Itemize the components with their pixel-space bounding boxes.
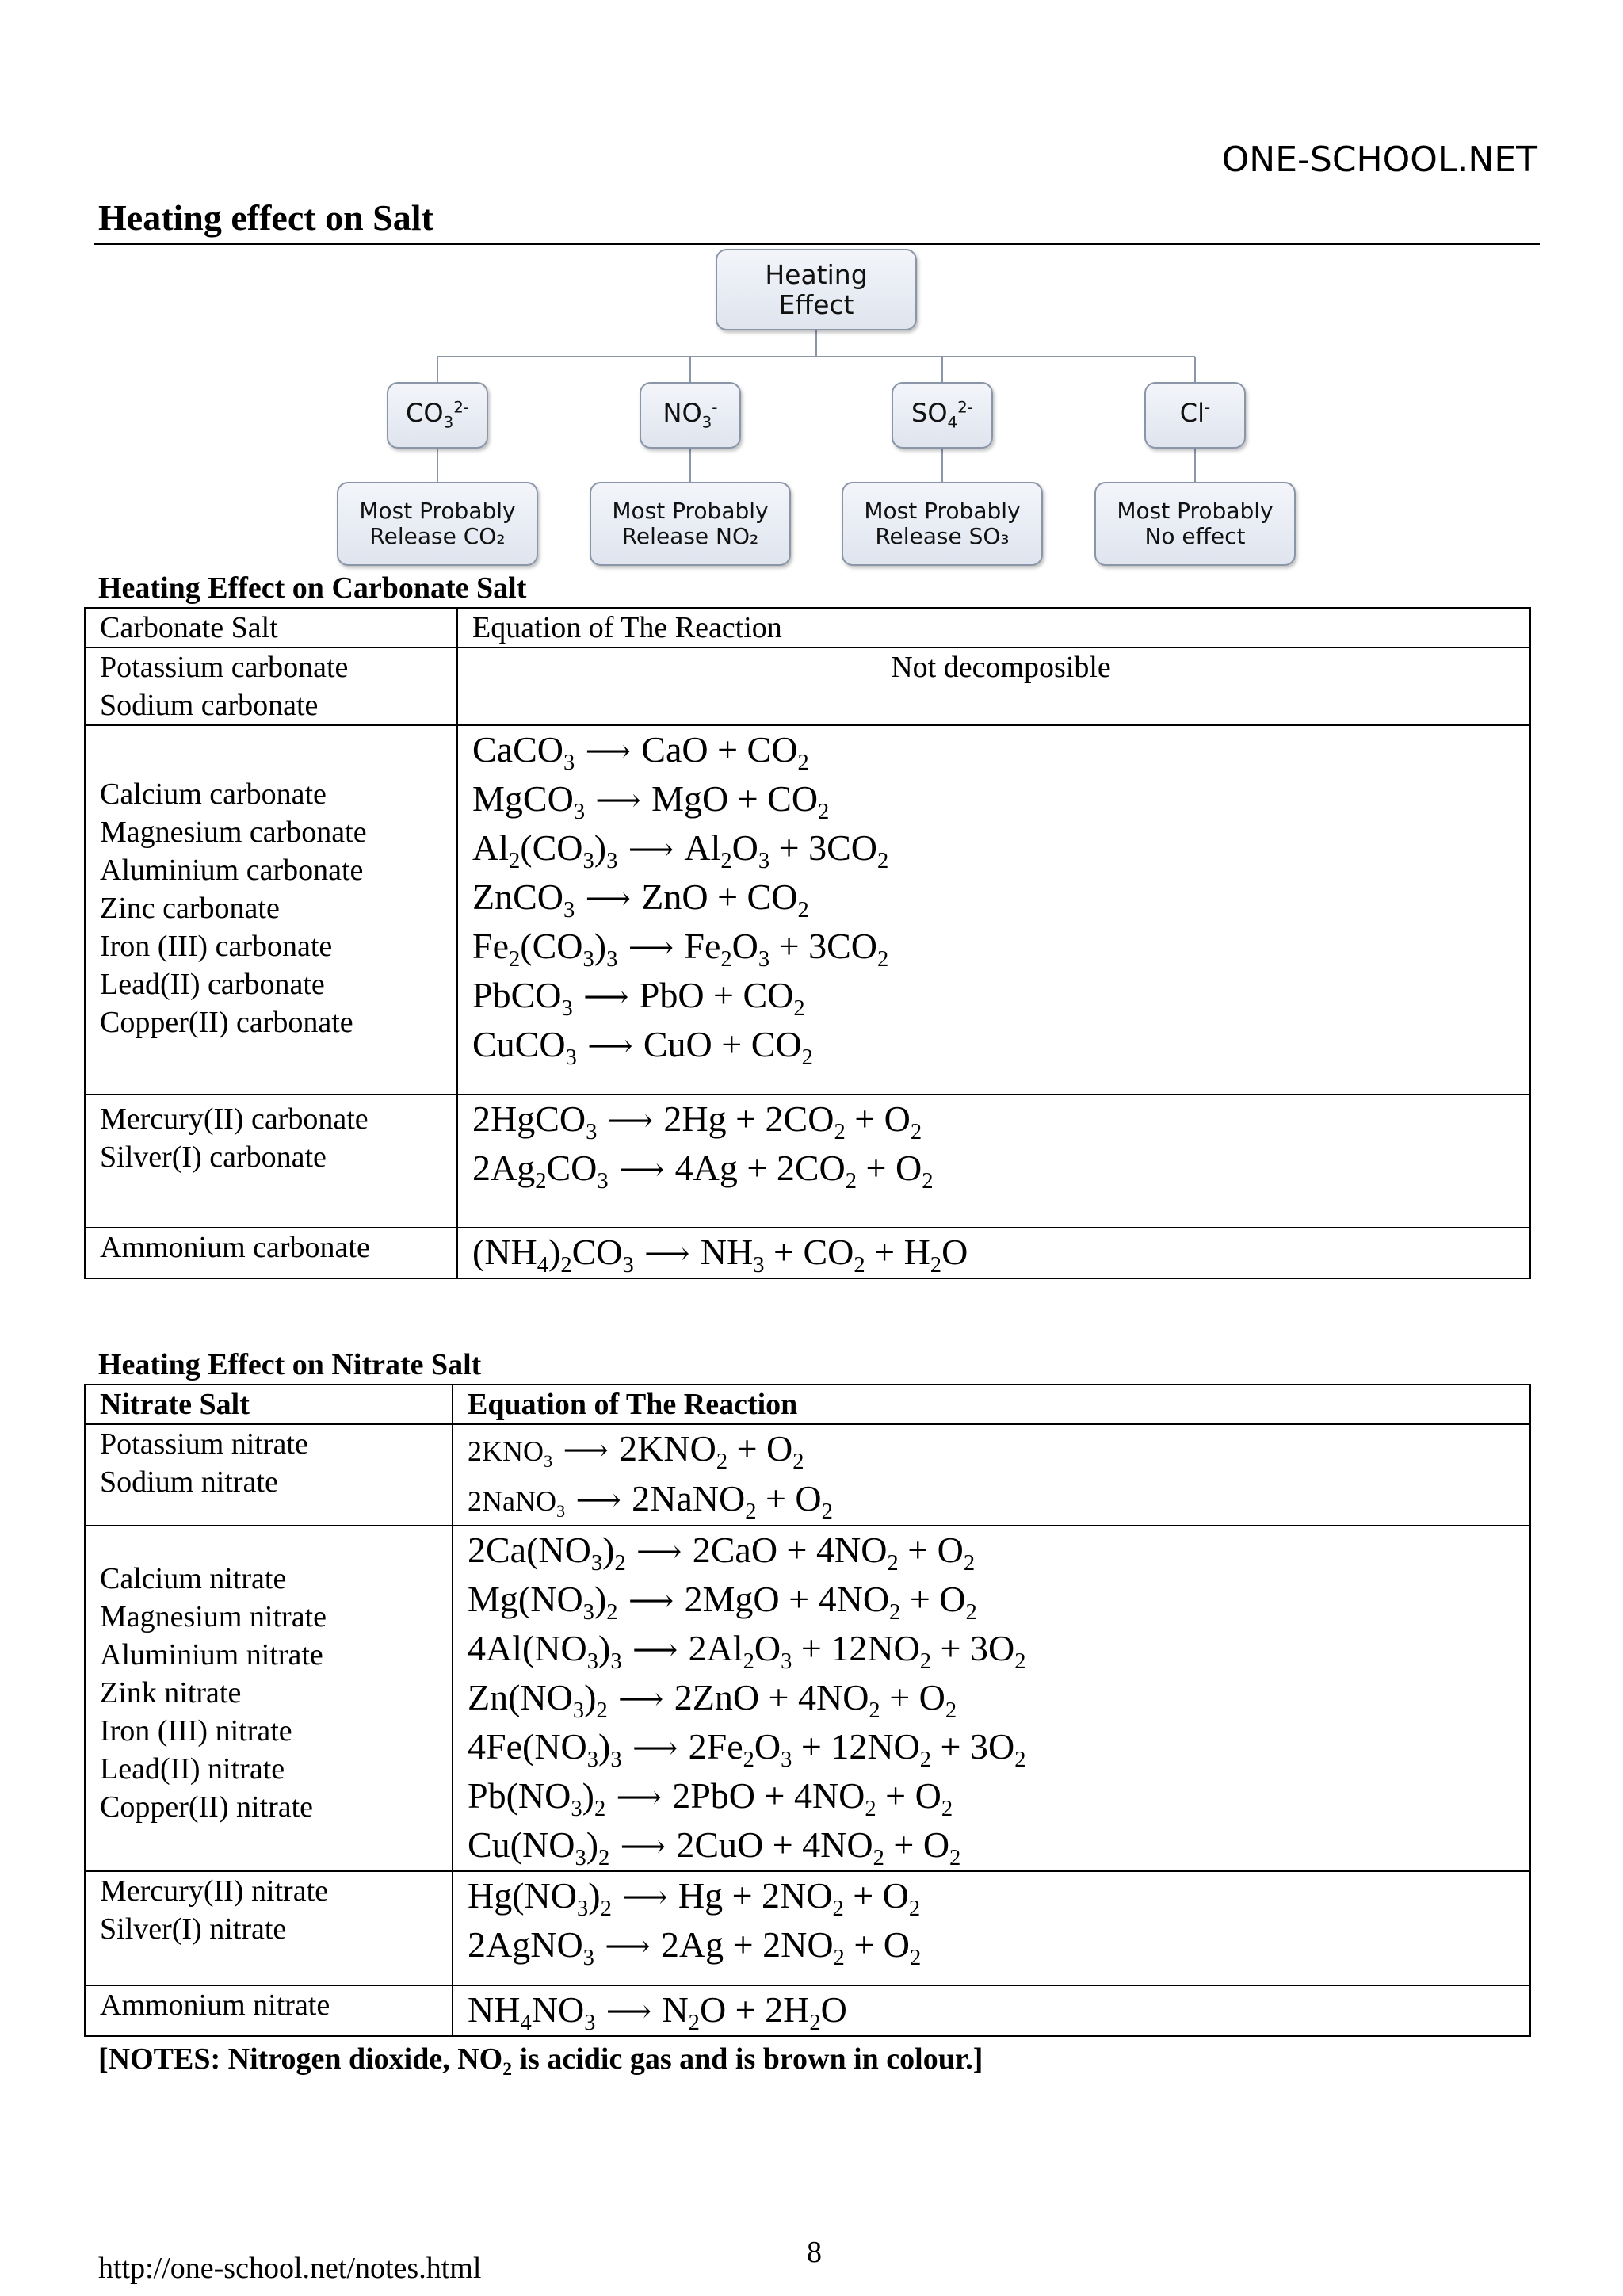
reaction-equation (472, 726, 1529, 775)
products: $N_2O + 2H_2O$ (662, 1989, 847, 2035)
nitrate-row (85, 1526, 1530, 1871)
products: PbO + $CO_2$ (639, 975, 805, 1021)
carbonate-equations-cell (457, 1095, 1530, 1228)
nitrate-equations-cell (453, 1985, 1530, 2036)
products: 2NaNO$_2$ + $O_2$ (632, 1478, 833, 1524)
products: ZnO + $CO_2$ (641, 877, 809, 923)
carbonate-row (85, 1095, 1530, 1228)
carbonate-equations-cell (457, 725, 1530, 1095)
carbonate-row (85, 648, 1530, 725)
reaction-equation (468, 1723, 1529, 1772)
reaction-arrow-icon: ⟶ (583, 979, 629, 1014)
reactant: $Cu(NO_3)_2$ (468, 1824, 610, 1870)
reaction-equation (472, 1095, 1529, 1144)
reaction-arrow-icon: ⟶ (575, 1482, 621, 1518)
salt-name: Copper(II) carbonate (100, 1006, 353, 1039)
nitrate-col-salt-header: Nitrate Salt (85, 1385, 453, 1424)
reactant: $2Ca(NO_3)_2$ (468, 1530, 626, 1576)
reaction-arrow-icon: ⟶ (636, 1534, 682, 1569)
result-line-2: Release NO₂ (621, 523, 759, 549)
result-line-1: Most Probably (612, 497, 769, 524)
reaction-equation (468, 1674, 1529, 1723)
reactant: CuCO$_3$ (472, 1024, 577, 1070)
result-node-carbonate (337, 482, 538, 566)
reaction-equation (472, 923, 1529, 972)
products: $NH_3 + CO_2 + H_2O$ (700, 1232, 968, 1278)
reactant: $Hg(NO_3)_2$ (468, 1875, 612, 1921)
reaction-arrow-icon: ⟶ (628, 831, 674, 867)
reaction-equation (468, 1526, 1529, 1576)
reactant: CaCO$_3$ (472, 729, 575, 775)
reaction-arrow-icon: ⟶ (585, 881, 631, 916)
products: $2MgO + 4NO_2 + O_2$ (684, 1579, 977, 1625)
reaction-arrow-icon: ⟶ (605, 1993, 652, 2029)
salt-name: Mercury(II) carbonate (100, 1102, 369, 1136)
reaction-arrow-icon: ⟶ (563, 1432, 609, 1468)
reaction-equation (472, 775, 1529, 824)
reactant: $NH_4NO_3$ (468, 1989, 596, 2035)
salt-name: Zink nitrate (100, 1676, 242, 1710)
reaction-arrow-icon: ⟶ (607, 1102, 654, 1138)
nitrate-salts-cell (85, 1424, 453, 1526)
result-line-2: Release SO₃ (875, 523, 1010, 549)
salt-name: Sodium carbonate (100, 689, 319, 722)
reaction-equation (468, 1475, 1529, 1525)
reactant: $Al_2(CO_3)_3$ (472, 827, 618, 873)
root-line-1: Heating (765, 258, 868, 290)
nitrate-salts-cell (85, 1871, 453, 1985)
nitrate-equations-cell (453, 1424, 1530, 1526)
salt-name: Ammonium nitrate (100, 1988, 330, 2022)
reaction-equation (468, 1625, 1529, 1674)
result-node-sulphate (842, 482, 1043, 566)
salt-name: Lead(II) carbonate (100, 968, 325, 1001)
result-node-nitrate (590, 482, 791, 566)
reaction-arrow-icon: ⟶ (619, 1152, 665, 1187)
reactant: $Fe_2(CO_3)_3$ (472, 926, 618, 972)
products: $Al_2O_3 + 3CO_2$ (684, 827, 889, 873)
diagram-root-node (716, 249, 917, 330)
notes-text: [NOTES: Nitrogen dioxide, $NO_2$ is acidic gas and is brown in colour.] (98, 2042, 983, 2080)
salt-name: Aluminium nitrate (100, 1638, 323, 1671)
nitrate-col-equation-header: Equation of The Reaction (453, 1385, 1530, 1424)
products: $2PbO + 4NO_2 + O_2$ (672, 1775, 953, 1821)
carbonate-row (85, 1228, 1530, 1278)
result-node-chloride (1094, 482, 1296, 566)
reaction-arrow-icon: ⟶ (620, 1828, 666, 1864)
footer-url[interactable]: http://one-school.net/notes.html (98, 2252, 482, 2285)
reaction-equation (468, 1576, 1529, 1625)
reactant: $2KNO_3$ (468, 1435, 553, 1471)
salt-name: Calcium carbonate (100, 777, 327, 811)
products: CaO + $CO_2$ (641, 729, 809, 775)
ion-formula: $SO_4^{2-}$ (911, 397, 973, 432)
reactant: $Mg(NO_3)_2$ (468, 1579, 618, 1625)
salt-name: Potassium carbonate (100, 651, 349, 684)
products: $4Ag + 2CO_2 + O_2$ (674, 1148, 934, 1194)
products: $2Ag + 2NO_2 + O_2$ (660, 1924, 922, 1970)
ion-node-carbonate (387, 382, 488, 449)
salt-name: Calcium nitrate (100, 1562, 287, 1595)
site-name: ONE-SCHOOL.NET (1221, 139, 1537, 180)
nitrate-row (85, 1424, 1530, 1526)
products: $2Hg + 2CO_2 + O_2$ (663, 1098, 922, 1144)
products: MgO + $CO_2$ (651, 778, 830, 824)
products: $2CuO + 4NO_2 + O_2$ (676, 1824, 961, 1870)
result-line-1: Most Probably (864, 497, 1021, 524)
reaction-arrow-icon: ⟶ (622, 1879, 668, 1915)
reaction-equation (472, 1228, 1529, 1278)
products: $Hg + 2NO_2 + O_2$ (678, 1875, 921, 1921)
salt-name: Magnesium nitrate (100, 1600, 327, 1633)
reaction-arrow-icon: ⟶ (628, 930, 674, 965)
reaction-equation (468, 1872, 1529, 1921)
nitrate-header-row (85, 1385, 1530, 1424)
nitrate-salts-cell (85, 1985, 453, 2036)
nitrate-salts-cell (85, 1526, 453, 1871)
reaction-equation (472, 972, 1529, 1021)
reaction-equation (472, 1021, 1529, 1070)
reactant: MgCO$_3$ (472, 778, 586, 824)
reaction-equation (472, 873, 1529, 923)
products: $Fe_2O_3 + 3CO_2$ (684, 926, 889, 972)
salt-name: Potassium nitrate (100, 1427, 308, 1461)
ion-node-nitrate (640, 382, 741, 449)
salt-name: Mercury(II) nitrate (100, 1874, 329, 1908)
result-line-2: No effect (1144, 523, 1246, 549)
nitrate-table (84, 1384, 1531, 2037)
products: $2KNO_2 + O_2$ (619, 1428, 804, 1474)
reaction-arrow-icon: ⟶ (632, 1730, 678, 1766)
products: $2ZnO + 4NO_2 + O_2$ (674, 1677, 957, 1723)
reactant: 2HgCO$_3$ (472, 1098, 598, 1144)
reaction-arrow-icon: ⟶ (605, 1928, 651, 1964)
reaction-arrow-icon: ⟶ (616, 1779, 662, 1815)
salt-name: Sodium nitrate (100, 1465, 278, 1499)
reaction-equation (468, 1921, 1529, 1970)
salt-name: Silver(I) carbonate (100, 1140, 327, 1174)
ion-formula: $CO_3^{2-}$ (406, 397, 469, 432)
salt-name: Magnesium carbonate (100, 816, 367, 849)
carbonate-col-salt-header: Carbonate Salt (85, 608, 457, 648)
ion-formula: Cl- (1179, 397, 1211, 428)
carbonate-salts-cell (85, 725, 457, 1095)
reaction-equation (472, 824, 1529, 873)
reaction-arrow-icon: ⟶ (632, 1632, 678, 1668)
nitrate-row (85, 1871, 1530, 1985)
salt-name: Ammonium carbonate (100, 1231, 370, 1264)
reactant: $2Ag_2CO_3$ (472, 1148, 609, 1194)
carbonate-table (84, 607, 1531, 1279)
ion-formula: $NO_3^-$ (663, 397, 718, 432)
salt-name: Zinc carbonate (100, 892, 280, 925)
reaction-arrow-icon: ⟶ (595, 782, 641, 818)
result-line-1: Most Probably (359, 497, 516, 524)
reactant: $(NH_4)_2CO_3$ (472, 1232, 634, 1278)
reaction-arrow-icon: ⟶ (644, 1236, 690, 1271)
salt-name: Iron (III) carbonate (100, 930, 333, 963)
products: $2Fe_2O_3 + 12NO_2 + 3O_2$ (688, 1726, 1026, 1772)
reaction-equation (468, 1772, 1529, 1821)
nitrate-section-heading: Heating Effect on Nitrate Salt (98, 1348, 482, 1381)
salt-name: Lead(II) nitrate (100, 1752, 285, 1786)
reaction-arrow-icon: ⟶ (628, 1583, 674, 1618)
salt-name: Silver(I) nitrate (100, 1912, 287, 1946)
carbonate-salts-cell (85, 1228, 457, 1278)
carbonate-equations-cell (457, 1228, 1530, 1278)
carbonate-salts-cell (85, 1095, 457, 1228)
reaction-arrow-icon: ⟶ (587, 1028, 633, 1064)
result-line-2: Release CO₂ (369, 523, 506, 549)
nitrate-equations-cell (453, 1526, 1530, 1871)
reactant: $4Fe(NO_3)_3$ (468, 1726, 622, 1772)
nitrate-row (85, 1985, 1530, 2036)
reactant: 2NaNO$_3$ (468, 1485, 566, 1521)
heating-effect-diagram (0, 0, 1623, 586)
carbonate-row (85, 725, 1530, 1095)
carbonate-note-cell: Not decomposible (457, 648, 1530, 725)
ion-node-sulphate (892, 382, 993, 449)
page-number: 8 (807, 2236, 822, 2269)
reactant: $4Al(NO_3)_3$ (468, 1628, 622, 1674)
salt-name: Aluminium carbonate (100, 854, 364, 887)
nitrate-equations-cell (453, 1871, 1530, 1985)
reaction-equation (468, 1425, 1529, 1475)
carbonate-col-equation-header: Equation of The Reaction (457, 608, 1530, 648)
carbonate-header-row (85, 608, 1530, 648)
page-title: Heating effect on Salt (98, 197, 433, 238)
salt-name: Copper(II) nitrate (100, 1790, 314, 1824)
reaction-equation (472, 1144, 1529, 1194)
products: CuO + $CO_2$ (643, 1024, 813, 1070)
reactant: ZnCO$_3$ (472, 877, 575, 923)
carbonate-salts-cell (85, 648, 457, 725)
result-line-1: Most Probably (1117, 497, 1274, 524)
reaction-equation (468, 1821, 1529, 1870)
salt-name: Iron (III) nitrate (100, 1714, 292, 1748)
products: $2Al_2O_3 + 12NO_2 + 3O_2$ (688, 1628, 1026, 1674)
reactant: $Zn(NO_3)_2$ (468, 1677, 608, 1723)
products: $2CaO + 4NO_2 + O_2$ (692, 1530, 976, 1576)
carbonate-section-heading: Heating Effect on Carbonate Salt (98, 571, 527, 605)
reaction-equation (468, 1986, 1529, 2035)
reaction-arrow-icon: ⟶ (585, 733, 631, 769)
reactant: $Pb(NO_3)_2$ (468, 1775, 606, 1821)
reaction-arrow-icon: ⟶ (618, 1681, 664, 1717)
root-line-2: Effect (778, 288, 854, 320)
reactant: PbCO$_3$ (472, 975, 573, 1021)
ion-node-chloride (1144, 382, 1246, 449)
reactant: 2AgNO$_3$ (468, 1924, 594, 1970)
